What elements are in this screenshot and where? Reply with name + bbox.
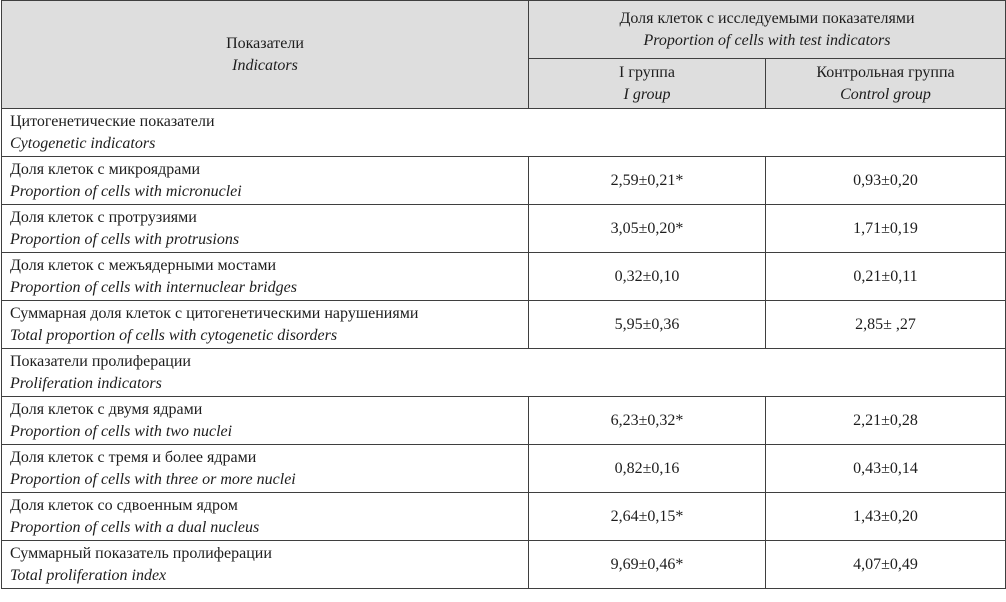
indicator-label-ru: Доля клеток с межъядерными мостами [10,256,277,274]
control-header [766,59,1006,109]
indicator-label-en: Proportion of cells with three or more nuclei [10,470,296,488]
indicator-label-ru: Суммарный показатель пролиферации [10,544,272,562]
proportion-header [529,1,1006,59]
section-title-en: Cytogenetic indicators [10,134,156,152]
control-value: 4,07±0,49 [766,541,1006,589]
group1-value: 0,82±0,16 [529,445,766,493]
section-title-ru: Показатели пролиферации [10,352,191,370]
table-row [2,397,1006,445]
control-value: 0,21±0,11 [766,253,1006,301]
group1-value: 3,05±0,20* [529,205,766,253]
group1-value: 5,95±0,36 [529,301,766,349]
indicator-label-cell [2,493,529,541]
indicator-label-en: Total proliferation index [10,566,167,584]
section-title-cell [2,349,1006,397]
indicator-label-ru: Доля клеток с микроядрами [10,160,201,178]
indicator-label-ru: Доля клеток с тремя и более ядрами [10,448,257,466]
section-title-en: Proliferation indicators [10,374,162,392]
proportion-header-ru: Доля клеток с исследуемыми показателями [619,9,915,27]
indicator-label-en: Total proportion of cells with cytogenetic disorders [10,326,338,344]
group1-header-en: I group [623,85,671,103]
indicator-label-cell [2,205,529,253]
group1-value: 6,23±0,32* [529,397,766,445]
indicator-label-en: Proportion of cells with two nuclei [10,422,233,440]
group1-header [529,59,766,109]
table-body [2,109,1006,589]
indicator-label-ru: Доля клеток с протрузиями [10,208,197,226]
section-title-ru: Цитогенетические показатели [10,112,215,130]
section-title-cell [2,109,1006,157]
indicator-label-ru: Доля клеток со сдвоенным ядром [10,496,238,514]
indicators-header [2,1,529,109]
indicator-label-cell [2,157,529,205]
indicator-label-en: Proportion of cells with a dual nucleus [10,518,260,536]
section-row [2,109,1006,157]
group1-value: 9,69±0,46* [529,541,766,589]
group1-header-ru: I группа [619,63,675,81]
control-value: 1,43±0,20 [766,493,1006,541]
indicators-table [1,0,1006,589]
group1-value: 2,64±0,15* [529,493,766,541]
control-value: 2,21±0,28 [766,397,1006,445]
table-row [2,253,1006,301]
control-header-en: Control group [840,85,931,103]
indicator-label-ru: Суммарная доля клеток с цитогенетическими нарушениями [10,304,419,322]
control-header-ru: Контрольная группа [816,63,955,81]
indicator-label-en: Proportion of cells with micronuclei [10,182,242,200]
control-value: 0,93±0,20 [766,157,1006,205]
group1-value: 2,59±0,21* [529,157,766,205]
control-value: 2,85± ,27 [766,301,1006,349]
table-row [2,157,1006,205]
control-value: 1,71±0,19 [766,205,1006,253]
control-value: 0,43±0,14 [766,445,1006,493]
table-row [2,445,1006,493]
group1-value: 0,32±0,10 [529,253,766,301]
header-row-top [2,1,1006,59]
table-row [2,493,1006,541]
indicators-header-ru: Показатели [226,34,304,52]
proportion-header-en: Proportion of cells with test indicators [643,31,891,49]
indicator-label-cell [2,397,529,445]
indicator-label-cell [2,301,529,349]
table-row [2,301,1006,349]
indicator-label-en: Proportion of cells with protrusions [10,230,240,248]
indicator-label-cell [2,541,529,589]
indicator-label-ru: Доля клеток с двумя ядрами [10,400,203,418]
indicator-label-cell [2,445,529,493]
table-row [2,205,1006,253]
indicator-label-cell [2,253,529,301]
table-row [2,541,1006,589]
section-row [2,349,1006,397]
indicator-label-en: Proportion of cells with internuclear bridges [10,278,297,296]
indicators-header-en: Indicators [232,56,298,74]
